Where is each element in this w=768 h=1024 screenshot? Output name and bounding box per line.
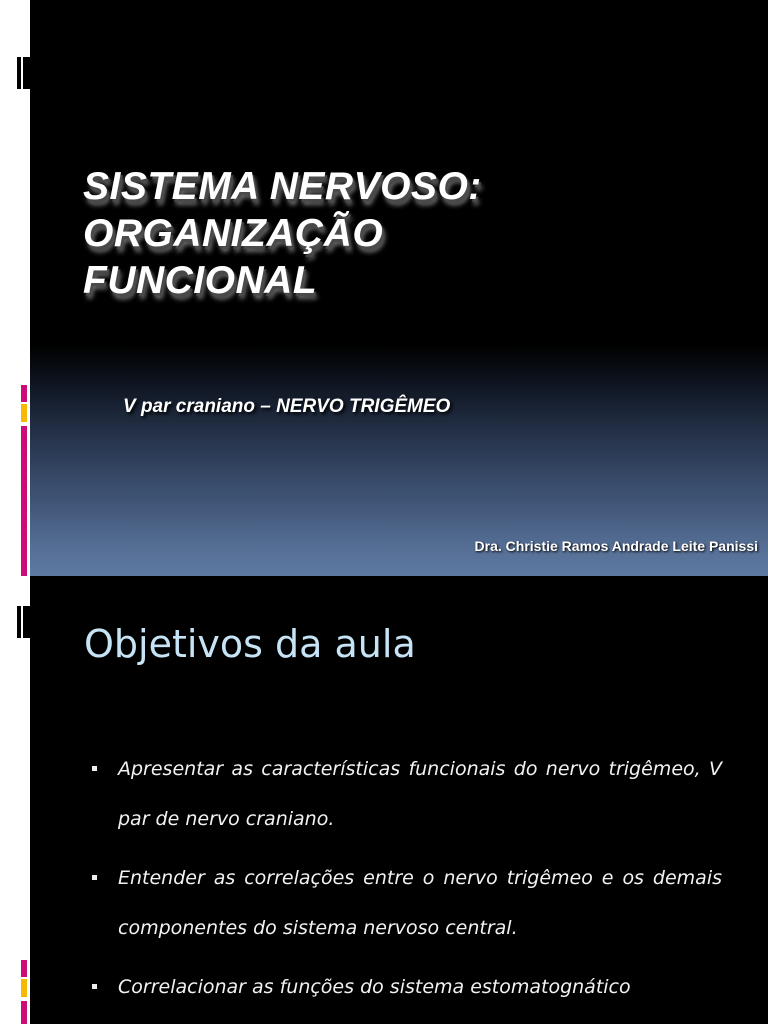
accent-stripe-magenta (21, 385, 27, 402)
title-line: ORGANIZAÇÃO (83, 212, 384, 255)
bullet-text: Correlacionar as funções do sistema estomatognático (118, 976, 631, 998)
list-item (90, 962, 722, 1012)
objectives-slide (30, 576, 768, 1024)
slide-bracket-icon (17, 606, 30, 638)
author-name: Dra. Christie Ramos Andrade Leite Panissi (474, 538, 758, 554)
bullet-square-icon (92, 766, 97, 771)
list-item (90, 744, 722, 844)
title-line: SISTEMA NERVOSO: (83, 165, 482, 208)
accent-stripe-yellow (21, 404, 27, 422)
slide-heading: Objetivos da aula (84, 622, 416, 666)
slide-title (83, 163, 482, 304)
bullet-list (90, 744, 722, 1021)
accent-stripe-magenta (21, 1001, 27, 1024)
title-slide (30, 0, 768, 576)
slide-subtitle: V par craniano – NERVO TRIGÊMEO (123, 396, 451, 417)
accent-stripe-magenta (21, 960, 27, 977)
slide-bracket-icon (17, 57, 30, 89)
bullet-text: Entender as correlações entre o nervo trigêmeo e os demais componentes do sistema nervoso central. (118, 867, 722, 939)
accent-stripe-magenta (21, 426, 27, 576)
bullet-square-icon (92, 875, 97, 880)
bullet-square-icon (92, 984, 97, 989)
accent-stripe-yellow (21, 979, 27, 997)
list-item (90, 853, 722, 953)
bullet-text: Apresentar as características funcionais do nervo trigêmeo, V par de nervo craniano. (118, 758, 722, 830)
left-margin (0, 0, 30, 1024)
title-line: FUNCIONAL (83, 259, 318, 302)
